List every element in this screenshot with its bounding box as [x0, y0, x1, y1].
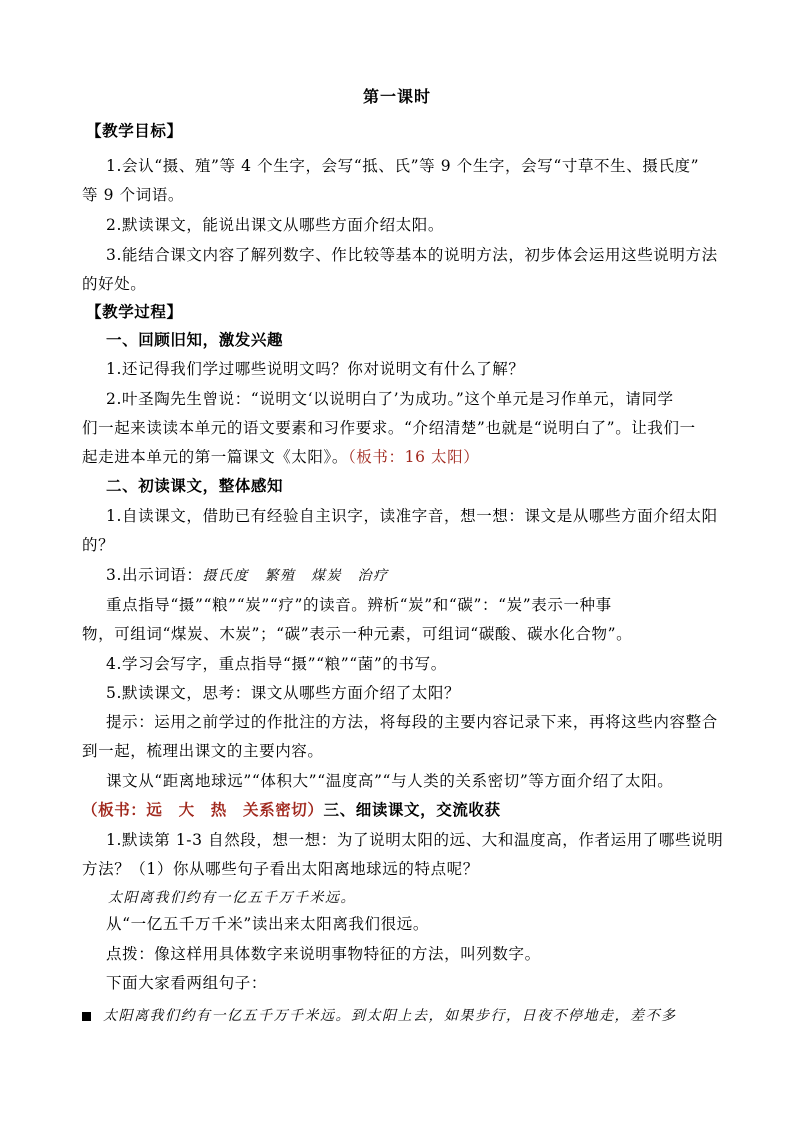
goal-1-line-2: 等 9 个词语。 [82, 186, 185, 204]
s1-paragraph-2-line-2: 们一起来读读本单元的语文要素和习作要求。“介绍清楚”也就是“说明白了”。让我们一 [82, 419, 696, 437]
s2-paragraph-3 [106, 565, 794, 586]
s2-paragraph-5: 5.默读课文，思考：课文从哪些方面介绍了太阳？ [106, 684, 461, 702]
process-heading: 【教学过程】 [86, 303, 183, 321]
s3-paragraph-2: 从“一亿五千万千米”读出来太阳离我们很远。 [106, 915, 429, 933]
section-3-heading: 三、细读课文，交流收获 [323, 801, 501, 819]
s2-tip-line-2: 到一起，梳理出课文的主要内容。 [82, 742, 324, 760]
s2-paragraph-3b-line-2: 物，可组词“煤炭、木炭”；“碳”表示一种元素，可组词“碳酸、碳水化合物”。 [82, 625, 633, 643]
s2-summary: 课文从“距离地球远”“体积大”“温度高”“与人类的关系密切”等方面介绍了太阳。 [106, 772, 674, 790]
s1-paragraph-2-line-1: 2.叶圣陶先生曾说：“说明文‘以说明白了’为成功。”这个单元是习作单元，请同学 [106, 390, 674, 408]
square-bullet-icon [82, 1012, 91, 1021]
s3-quote-2-line [82, 1005, 794, 1026]
s2-paragraph-3-label: 3.出示词语： [106, 566, 203, 584]
s1-paragraph-2-text: 起走进本单元的第一篇课文《太阳》。 [82, 448, 348, 466]
s3-paragraph-1-line-2: 方法？（1）你从哪些句子看出太阳离地球远的特点呢？ [82, 860, 479, 878]
goal-1-line-1: 1.会认“摄、殖”等 4 个生字，会写“抵、氏”等 9 个生字，会写“寸草不生、摄氏度” [106, 157, 700, 175]
goals-heading: 【教学目标】 [86, 122, 183, 140]
s2-paragraph-1-line-2: 的？ [82, 536, 115, 554]
s3-paragraph-4: 下面大家看两组句子： [106, 974, 268, 992]
s1-paragraph-2-line-3 [82, 447, 794, 467]
blackboard-note-2: （板书：远 大 热 关系密切） [82, 801, 324, 819]
goal-3-line-1: 3.能结合课文内容了解列数字、作比较等基本的说明方法，初步体会运用这些说明方法 [106, 246, 718, 264]
s2-board-line [82, 800, 794, 820]
s2-paragraph-3b-line-1: 重点指导“摄”“粮”“炭”“疗”的读音。辨析“炭”和“碳”：“炭”表示一种事 [106, 596, 612, 614]
blackboard-note-1: （板书：16 太阳） [347, 448, 480, 466]
s3-quote-1: 太阳离我们约有一亿五千万千米远。 [108, 890, 356, 906]
section-2-heading: 二、初读课文，整体感知 [106, 477, 284, 495]
section-1-heading: 一、回顾旧知，激发兴趣 [106, 331, 284, 349]
goal-2: 2.默读课文，能说出课文从哪些方面介绍太阳。 [106, 216, 444, 234]
page-title: 第一课时 [362, 87, 431, 106]
s1-paragraph-1: 1.还记得我们学过哪些说明文吗？你对说明文有什么了解？ [106, 360, 525, 378]
s3-paragraph-1-line-1: 1.默读第 1-3 自然段，想一想：为了说明太阳的远、大和温度高，作者运用了哪些说明 [106, 831, 724, 849]
vocabulary-words: 摄氏度 繁殖 煤炭 治疗 [202, 568, 389, 584]
s2-tip-line-1: 提示：运用之前学过的作批注的方法，将每段的主要内容记录下来，再将这些内容整合 [106, 713, 718, 731]
s3-paragraph-3: 点拨：像这样用具体数字来说明事物特征的方法，叫列数字。 [106, 945, 541, 963]
goal-3-line-2: 的好处。 [82, 275, 147, 293]
s2-paragraph-4: 4.学习会写字，重点指导“摄”“粮”“菌”的书写。 [106, 655, 447, 673]
s2-paragraph-1-line-1: 1.自读课文，借助已有经验自主识字，读准字音，想一想：课文是从哪些方面介绍太阳 [106, 507, 718, 525]
s3-quote-2: 太阳离我们约有一亿五千万千米远。到太阳上去，如果步行，日夜不停地走，差不多 [103, 1008, 677, 1024]
